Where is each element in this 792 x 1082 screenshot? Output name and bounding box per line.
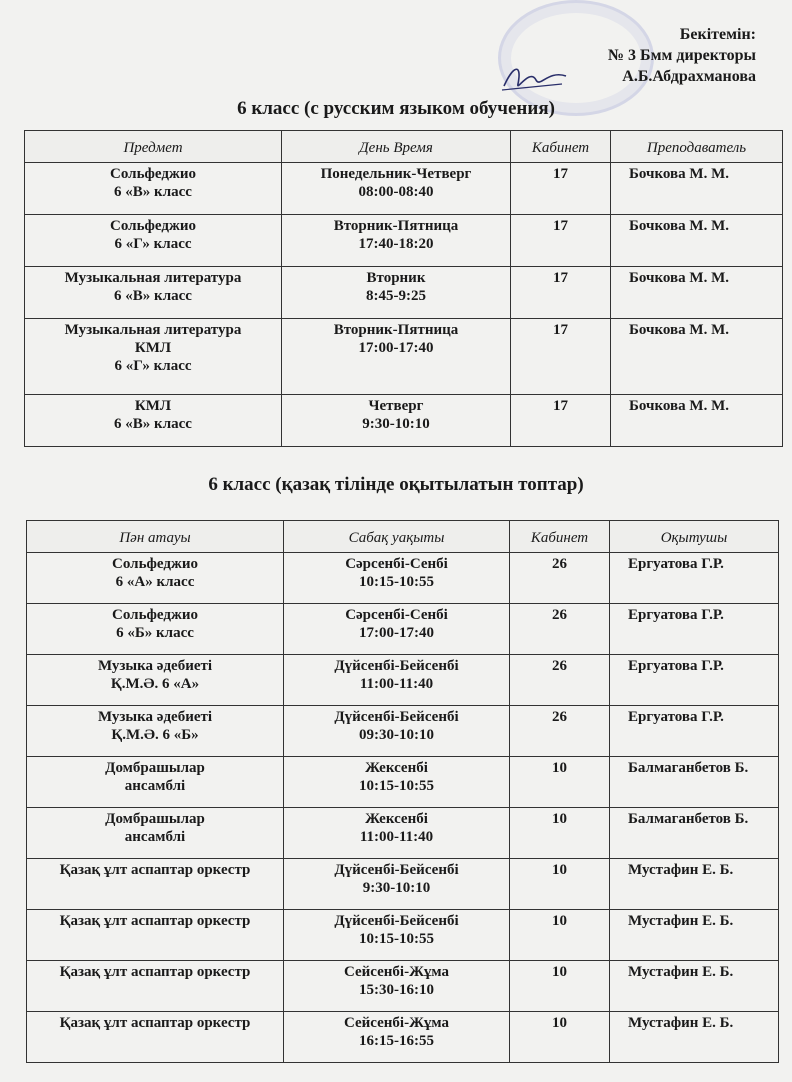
table-row <box>27 859 779 910</box>
time-cell <box>284 706 510 757</box>
time-cell <box>284 553 510 604</box>
subject-line: Қ.М.Ә. 6 «А» <box>110 676 200 692</box>
time-line: Сейсенбі-Жұма <box>343 964 450 980</box>
time-line: Сәрсенбі-Сенбі <box>345 607 448 623</box>
room-cell: 17 <box>511 215 611 267</box>
subject-cell <box>27 655 284 706</box>
subject-line: Сольфеджио <box>110 218 196 234</box>
time-line: 8:45-9:25 <box>366 288 426 304</box>
subject-line: Домбрашылар <box>105 760 205 776</box>
time-line: 16:15-16:55 <box>359 1033 434 1049</box>
subject-cell <box>25 267 282 319</box>
time-line: Сейсенбі-Жұма <box>343 1015 450 1031</box>
time-cell <box>284 604 510 655</box>
header-teacher: Преподаватель <box>611 131 783 163</box>
teacher-cell: Балмаганбетов Б. <box>610 757 779 808</box>
table-row <box>27 706 779 757</box>
subject-cell <box>27 553 284 604</box>
teacher-cell: Ергуатова Г.Р. <box>610 655 779 706</box>
time-line: 9:30-10:10 <box>362 416 430 432</box>
header-time: День Время <box>282 131 511 163</box>
time-line: Жексенбі <box>365 760 428 776</box>
subject-line: Қазақ ұлт аспаптар оркестр <box>59 913 251 929</box>
table-header-row <box>27 521 779 553</box>
time-line: Вторник-Пятница <box>333 322 459 338</box>
table-row <box>25 395 783 447</box>
time-line: 10:15-10:55 <box>359 574 434 590</box>
subject-line: Музыкальная литература <box>64 322 242 338</box>
room-cell: 10 <box>510 910 610 961</box>
teacher-cell: Ергуатова Г.Р. <box>610 553 779 604</box>
subject-line: Музыка әдебиеті <box>97 709 213 725</box>
room-cell: 17 <box>511 267 611 319</box>
header-subject: Предмет <box>25 131 282 163</box>
subject-line: ансамблі <box>124 829 186 845</box>
subject-cell <box>27 706 284 757</box>
time-line: 08:00-08:40 <box>358 184 434 200</box>
room-cell: 10 <box>510 1012 610 1063</box>
time-line: Сәрсенбі-Сенбі <box>345 556 448 572</box>
subject-line: Қазақ ұлт аспаптар оркестр <box>59 1015 251 1031</box>
subject-line: Музыкальная литература <box>64 270 242 286</box>
schedule-table-kazakh <box>26 520 779 1063</box>
time-line: Дүйсенбі-Бейсенбі <box>334 709 459 725</box>
room-cell: 10 <box>510 757 610 808</box>
subject-line: 6 «Б» класс <box>116 625 194 641</box>
time-cell <box>282 267 511 319</box>
time-line: 17:00-17:40 <box>359 625 434 641</box>
time-cell <box>284 655 510 706</box>
time-line: Дүйсенбі-Бейсенбі <box>334 913 459 929</box>
teacher-cell: Бочкова М. М. <box>611 319 783 395</box>
time-line: Жексенбі <box>365 811 428 827</box>
room-cell: 26 <box>510 604 610 655</box>
subject-line: Домбрашылар <box>105 811 205 827</box>
subject-cell <box>27 757 284 808</box>
schedule-table-russian <box>24 130 783 447</box>
time-cell <box>282 215 511 267</box>
subject-line: 6 «В» класс <box>114 416 192 432</box>
teacher-cell: Мустафин Е. Б. <box>610 859 779 910</box>
table-row <box>27 808 779 859</box>
table-row <box>25 215 783 267</box>
teacher-cell: Мустафин Е. Б. <box>610 1012 779 1063</box>
room-cell: 26 <box>510 706 610 757</box>
subject-cell <box>27 961 284 1012</box>
room-cell: 10 <box>510 961 610 1012</box>
time-line: 11:00-11:40 <box>359 676 434 692</box>
time-line: Вторник <box>366 270 426 286</box>
subject-cell <box>25 215 282 267</box>
room-cell: 10 <box>510 859 610 910</box>
room-cell: 10 <box>510 808 610 859</box>
approval-position: № 3 Бмм директоры <box>607 47 756 64</box>
table-row <box>27 757 779 808</box>
approval-block <box>608 24 756 87</box>
subject-line: 6 «Г» класс <box>114 358 192 374</box>
time-cell <box>284 757 510 808</box>
table-row <box>27 910 779 961</box>
time-line: 9:30-10:10 <box>362 880 431 896</box>
subject-line: Музыка әдебиеті <box>97 658 213 674</box>
room-cell: 17 <box>511 163 611 215</box>
subject-cell <box>27 604 284 655</box>
table-row <box>25 267 783 319</box>
time-line: 09:30-10:10 <box>359 727 434 743</box>
time-line: Четверг <box>368 398 424 414</box>
header-subject: Пән атауы <box>27 521 284 553</box>
header-time: Сабақ уақыты <box>284 521 510 553</box>
header-room: Кабинет <box>510 521 610 553</box>
subject-cell <box>27 1012 284 1063</box>
time-cell <box>282 319 511 395</box>
subject-line: Сольфеджио <box>112 607 198 623</box>
time-cell <box>284 859 510 910</box>
time-line: Дүйсенбі-Бейсенбі <box>334 658 459 674</box>
table-row <box>27 604 779 655</box>
subject-cell <box>27 808 284 859</box>
teacher-cell: Бочкова М. М. <box>611 267 783 319</box>
subject-line: Сольфеджио <box>110 166 196 182</box>
subject-line: 6 «Г» класс <box>114 236 192 252</box>
room-cell: 17 <box>511 319 611 395</box>
time-line: 10:15-10:55 <box>359 931 434 947</box>
section1-title: 6 класс (с русским языком обучения) <box>237 98 555 119</box>
teacher-cell: Бочкова М. М. <box>611 395 783 447</box>
subject-line: КМЛ <box>134 398 172 414</box>
teacher-cell: Мустафин Е. Б. <box>610 961 779 1012</box>
table-row <box>25 319 783 395</box>
subject-cell <box>25 395 282 447</box>
time-line: 15:30-16:10 <box>359 982 434 998</box>
time-line: Дүйсенбі-Бейсенбі <box>334 862 459 878</box>
table-row <box>27 655 779 706</box>
time-line: 11:00-11:40 <box>359 829 434 845</box>
table-row <box>27 1012 779 1063</box>
subject-line: 6 «В» класс <box>114 184 192 200</box>
room-cell: 26 <box>510 553 610 604</box>
approval-name: А.Б.Абдрахманова <box>622 68 756 85</box>
subject-cell <box>25 163 282 215</box>
teacher-cell: Балмаганбетов Б. <box>610 808 779 859</box>
room-cell: 17 <box>511 395 611 447</box>
subject-line: Сольфеджио <box>112 556 198 572</box>
signature <box>500 58 570 98</box>
teacher-cell: Бочкова М. М. <box>611 215 783 267</box>
table-header-row <box>25 131 783 163</box>
subject-cell <box>27 859 284 910</box>
time-line: Понедельник-Четверг <box>320 166 472 182</box>
time-cell <box>284 910 510 961</box>
table-row <box>27 553 779 604</box>
time-cell <box>284 1012 510 1063</box>
teacher-cell: Ергуатова Г.Р. <box>610 604 779 655</box>
time-line: 17:00-17:40 <box>358 340 434 356</box>
subject-line: Қазақ ұлт аспаптар оркестр <box>59 964 251 980</box>
time-line: 10:15-10:55 <box>359 778 434 794</box>
room-cell: 26 <box>510 655 610 706</box>
teacher-cell: Ергуатова Г.Р. <box>610 706 779 757</box>
subject-line: Қ.М.Ә. 6 «Б» <box>111 727 199 743</box>
time-line: Вторник-Пятница <box>333 218 459 234</box>
table-row <box>25 163 783 215</box>
header-teacher: Оқытушы <box>610 521 779 553</box>
section2-title: 6 класс (қазақ тілінде оқытылатын топтар) <box>208 474 584 495</box>
approval-title: Бекітемін: <box>679 26 756 43</box>
subject-line: 6 «В» класс <box>114 288 192 304</box>
time-cell <box>284 808 510 859</box>
time-line: 17:40-18:20 <box>358 236 434 252</box>
subject-line: 6 «А» класс <box>115 574 195 590</box>
subject-line: КМЛ <box>134 340 172 356</box>
table-row <box>27 961 779 1012</box>
teacher-cell: Мустафин Е. Б. <box>610 910 779 961</box>
subject-line: ансамблі <box>124 778 186 794</box>
time-cell <box>282 395 511 447</box>
header-room: Кабинет <box>511 131 611 163</box>
subject-cell <box>27 910 284 961</box>
time-cell <box>284 961 510 1012</box>
subject-line: Қазақ ұлт аспаптар оркестр <box>59 862 251 878</box>
teacher-cell: Бочкова М. М. <box>611 163 783 215</box>
time-cell <box>282 163 511 215</box>
subject-cell <box>25 319 282 395</box>
